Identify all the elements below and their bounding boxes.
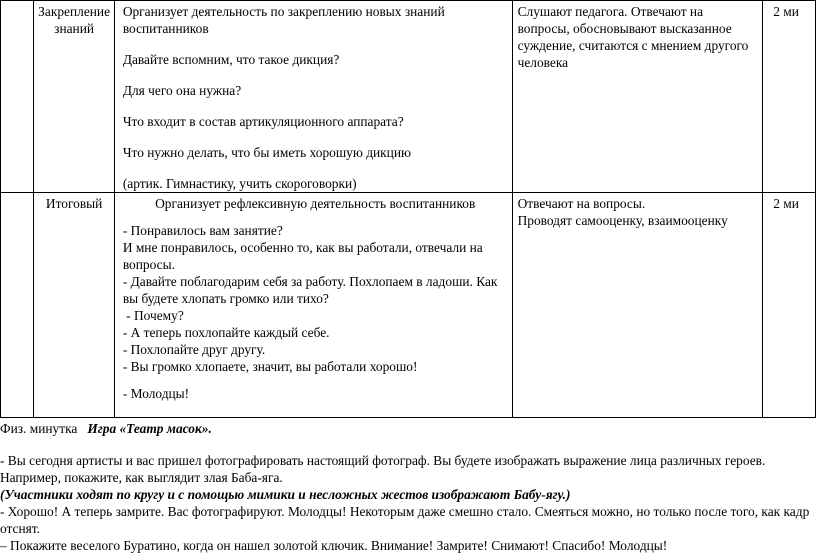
teacher-activity-cell — [114, 193, 512, 418]
activity-line: Что входит в состав артикуляционного аппарата? — [122, 114, 404, 129]
activity-line: И мне понравилось, особенно то, как вы работали, отвечали на вопросы. — [122, 240, 483, 272]
physminute-paragraph: – Покажите веселого Буратино, когда он нашел золотой ключик. Внимание! Замрите! Снимают! Спасибо! Молодцы! — [0, 538, 668, 553]
time-label: 2 ми — [773, 196, 799, 211]
children-activity-cell — [512, 193, 763, 418]
empty-cell — [1, 193, 34, 418]
time-cell — [763, 193, 816, 418]
time-cell — [763, 1, 816, 193]
activity-line: - Почему? — [122, 308, 184, 323]
empty-cell — [1, 1, 34, 193]
physminute-heading — [0, 420, 816, 437]
activity-line: (артик. Гимнастику, учить скороговорки) — [122, 176, 357, 191]
activity-line: - А теперь похлопайте каждый себе. — [122, 325, 330, 340]
stage-label: Закрепление знаний — [38, 4, 111, 36]
activity-line: - Молодцы! — [122, 386, 190, 401]
table-row — [1, 193, 816, 418]
physminute-label: Физ. минутка — [0, 421, 78, 436]
activity-line: - Вы громко хлопаете, значит, вы работали хорошо! — [122, 359, 418, 374]
activity-line: Давайте вспомним, что такое дикция? — [122, 52, 340, 67]
activity-line: - Понравилось вам занятие? — [122, 223, 283, 238]
children-activity-cell — [512, 1, 763, 193]
physminute-section — [0, 420, 816, 554]
physminute-paragraph: - Вы сегодня артисты и вас пришел фотографировать настоящий фотограф. Вы будете изображать выражение лица различных героев. Например, покажите, как выглядит злая Баба-яга. — [0, 453, 766, 485]
physminute-paragraph: - Хорошо! А теперь замрите. Вас фотографируют. Молодцы! Некоторым даже смешно стало. Смеяться можно, но только после того, как кадр отснят. — [0, 504, 810, 536]
time-label: 2 ми — [773, 4, 799, 19]
stage-label: Итоговый — [45, 196, 103, 211]
activity-line: Что нужно делать, что бы иметь хорошую дикцию — [122, 145, 412, 160]
children-activity-line: Отвечают на вопросы. — [517, 196, 646, 211]
activity-line: - Похлопайте друг другу. — [122, 342, 266, 357]
physminute-title: Игра «Театр масок». — [87, 421, 212, 436]
stage-cell — [34, 1, 114, 193]
teacher-activity-cell — [114, 1, 512, 193]
children-activity-text: Слушают педагога. Отвечают на вопросы, обосновывают высказанное суждение, считаются с мнением другого человека — [517, 4, 749, 70]
stage-cell — [34, 193, 114, 418]
activity-intro: Организует рефлексивную деятельность воспитанников — [155, 196, 476, 211]
physminute-note: (Участники ходят по кругу и с помощью мимики и несложных жестов изображают Бабу-ягу.) — [0, 487, 571, 502]
activity-line: - Давайте поблагодарим себя за работу. Похлопаем в ладоши. Как вы будете хлопать громко или тихо? — [122, 274, 498, 306]
table-row — [1, 1, 816, 193]
activity-line: Для чего она нужна? — [122, 83, 242, 98]
activity-intro: Организует деятельность по закреплению новых знаний воспитанников — [122, 4, 445, 36]
children-activity-line: Проводят самооценку, взаимооценку — [517, 213, 728, 228]
